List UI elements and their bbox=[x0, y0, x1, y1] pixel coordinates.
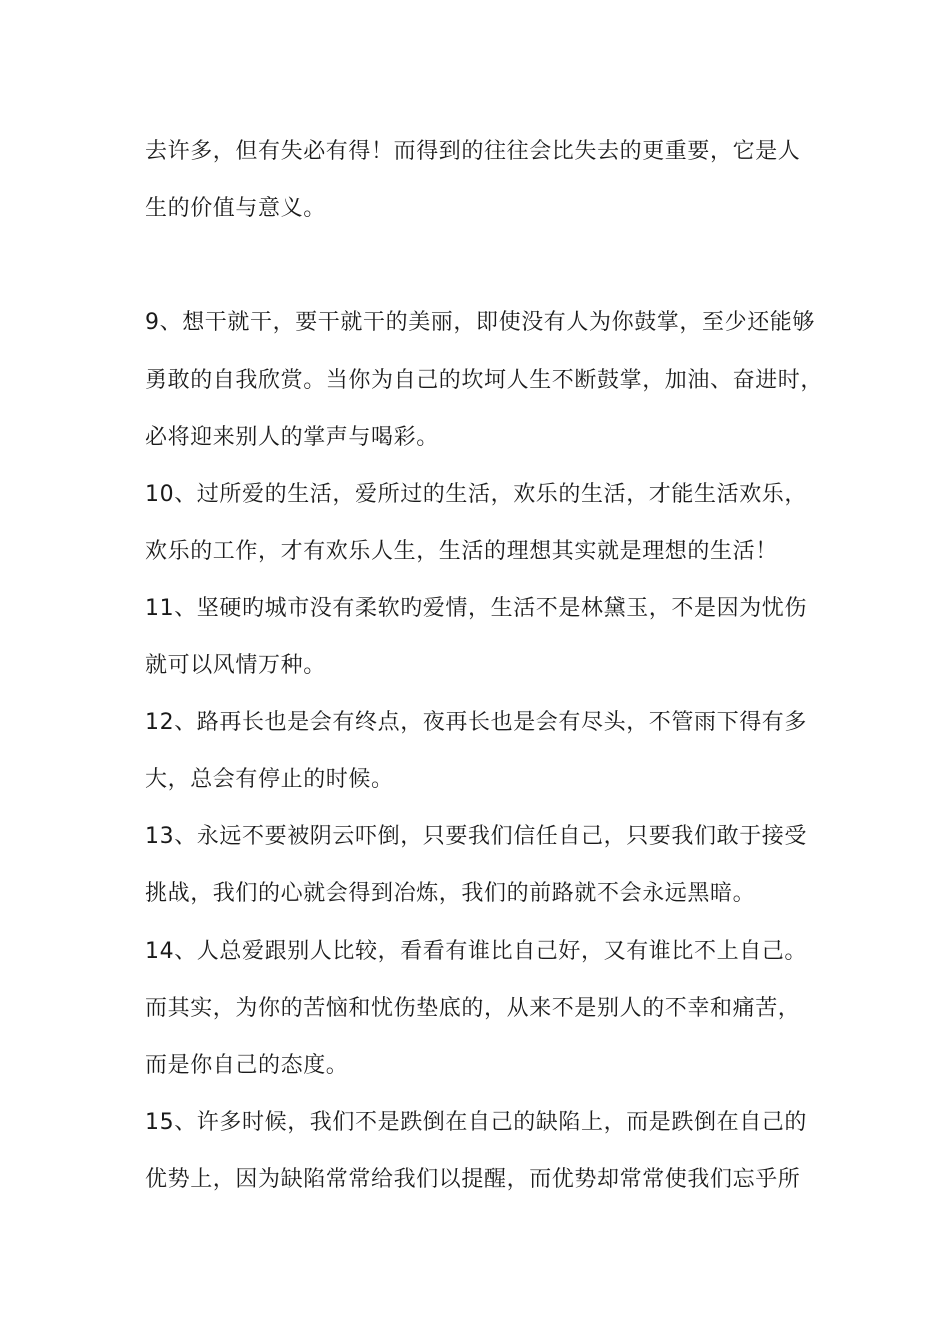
text-line: 就可以风情万种。 bbox=[145, 653, 326, 678]
text-line: 10、过所爱的生活，爱所过的生活，欢乐的生活，才能生活欢乐， bbox=[145, 482, 807, 507]
text-line: 必将迎来别人的掌声与喝彩。 bbox=[145, 425, 439, 450]
text-line: 而其实，为你的苦恼和忧伤垫底的，从来不是别人的不幸和痛苦， bbox=[145, 996, 801, 1021]
text-line: 12、路再长也是会有终点，夜再长也是会有尽头，不管雨下得有多 bbox=[145, 710, 807, 735]
text-line: 勇敢的自我欣赏。当你为自己的坎坷人生不断鼓掌，加油、奋进时， bbox=[145, 368, 824, 393]
text-line: 挑战，我们的心就会得到冶炼，我们的前路就不会永远黑暗。 bbox=[145, 881, 756, 906]
text-line: 14、人总爱跟别人比较，看看有谁比自己好，又有谁比不上自己。 bbox=[145, 939, 807, 964]
text-line: 9、想干就干，要干就干的美丽，即使没有人为你鼓掌，至少还能够 bbox=[145, 310, 815, 335]
text-line: 欢乐的工作，才有欢乐人生，生活的理想其实就是理想的生活！ bbox=[145, 539, 778, 564]
text-line: 生的价值与意义。 bbox=[145, 196, 326, 221]
text-line: 去许多，但有失必有得！而得到的往往会比失去的更重要，它是人 bbox=[145, 139, 801, 164]
text-line: 而是你自己的态度。 bbox=[145, 1053, 349, 1078]
text-line: 13、永远不要被阴云吓倒，只要我们信任自己，只要我们敢于接受 bbox=[145, 824, 807, 849]
text-line: 15、许多时候，我们不是跌倒在自己的缺陷上，而是跌倒在自己的 bbox=[145, 1110, 807, 1135]
text-line: 11、坚硬旳城市没有柔软旳爱情，生活不是林黛玉，不是因为忧伤 bbox=[145, 596, 807, 621]
text-line: 大，总会有停止的时候。 bbox=[145, 767, 394, 792]
text-line: 优势上，因为缺陷常常给我们以提醒，而优势却常常使我们忘乎所 bbox=[145, 1167, 801, 1192]
